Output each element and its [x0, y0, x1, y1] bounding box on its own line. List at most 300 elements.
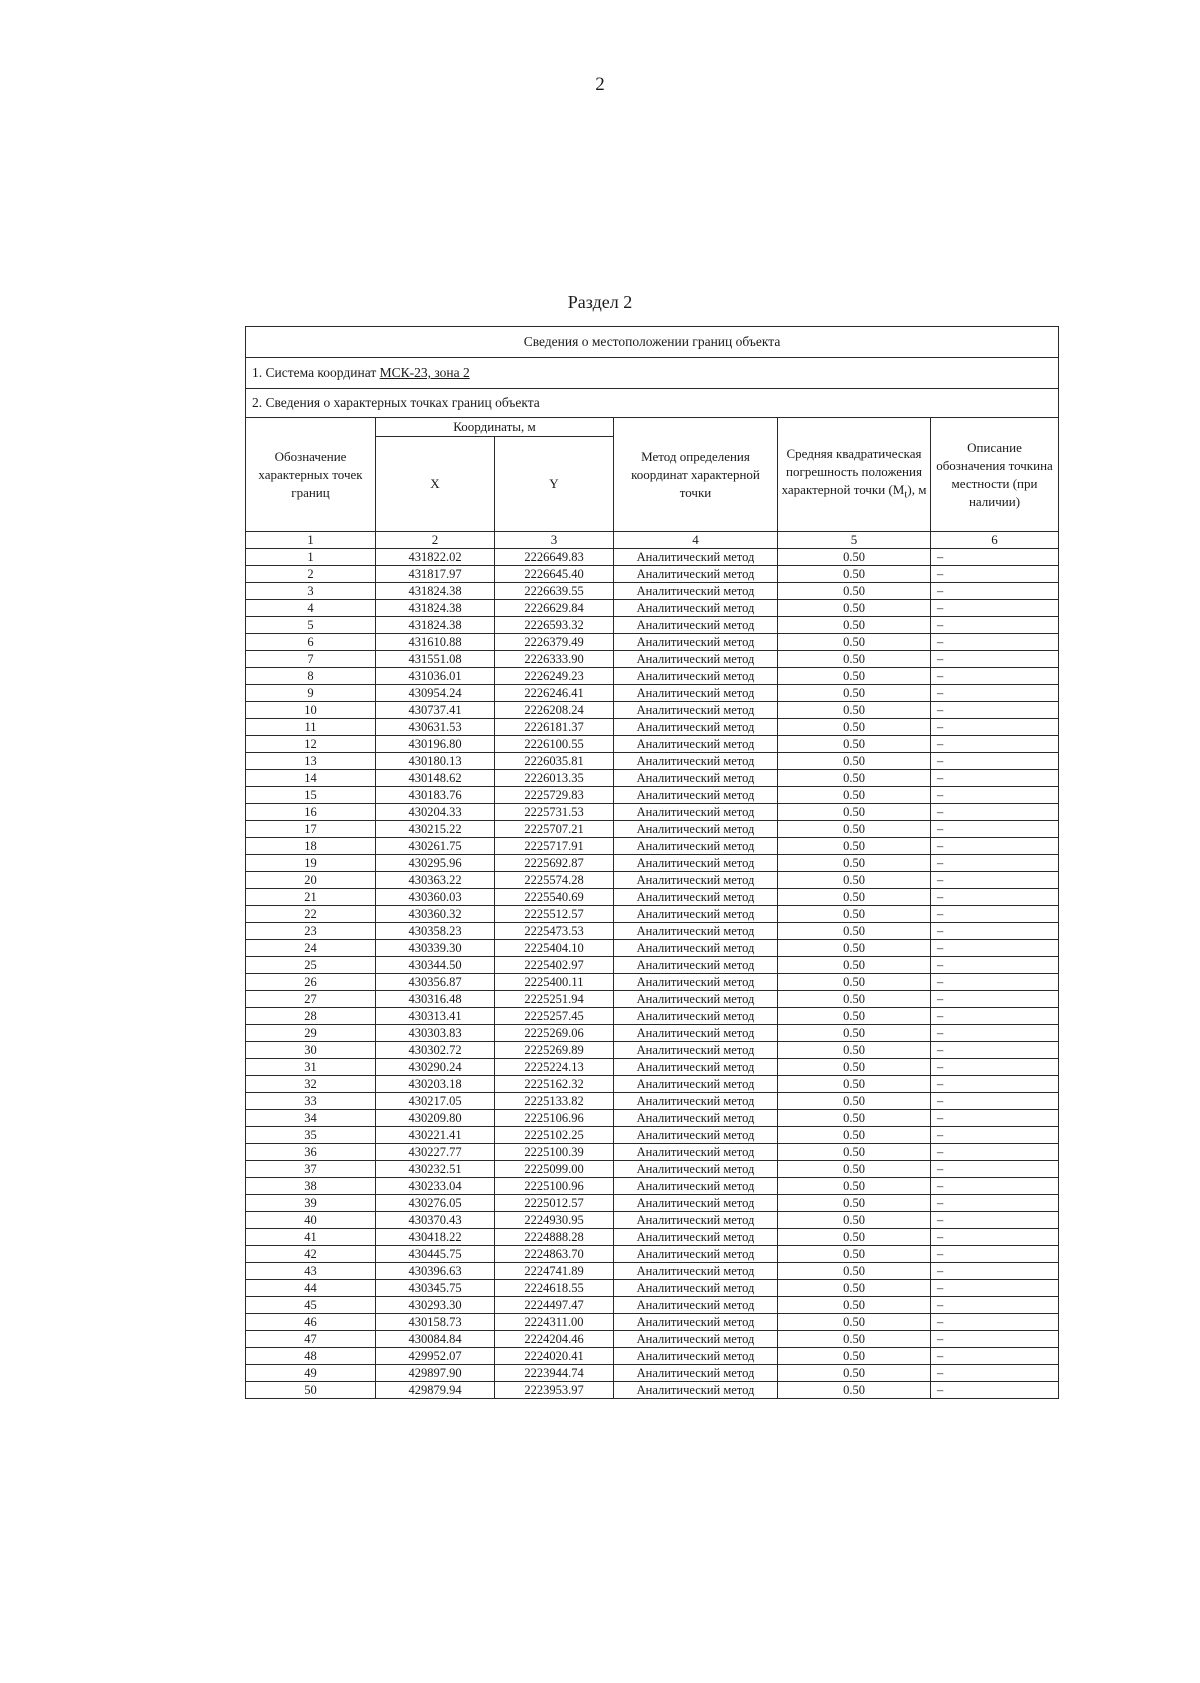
description-cell: – [931, 940, 1059, 957]
header-mean-error [778, 418, 931, 532]
mean-error-cell: 0.50 [778, 1212, 931, 1229]
x-coordinate-cell: 429952.07 [376, 1348, 495, 1365]
table-row [246, 1382, 1059, 1399]
x-coordinate-cell: 430261.75 [376, 838, 495, 855]
table-row [246, 1195, 1059, 1212]
description-cell: – [931, 685, 1059, 702]
x-coordinate-cell: 430204.33 [376, 804, 495, 821]
mean-error-cell: 0.50 [778, 1161, 931, 1178]
description-cell: – [931, 838, 1059, 855]
x-coordinate-cell: 430180.13 [376, 753, 495, 770]
method-cell: Аналитический метод [614, 889, 778, 906]
y-coordinate-cell: 2223953.97 [495, 1382, 614, 1399]
x-coordinate-cell: 430737.41 [376, 702, 495, 719]
table-row [246, 1008, 1059, 1025]
y-coordinate-cell: 2225540.69 [495, 889, 614, 906]
method-cell: Аналитический метод [614, 957, 778, 974]
header-coordinates: Координаты, м [376, 418, 614, 437]
x-coordinate-cell: 431610.88 [376, 634, 495, 651]
point-id-cell: 19 [246, 855, 376, 872]
mean-error-cell: 0.50 [778, 1110, 931, 1127]
method-cell: Аналитический метод [614, 1110, 778, 1127]
table-body [246, 549, 1059, 1399]
y-coordinate-cell: 2224204.46 [495, 1331, 614, 1348]
y-coordinate-cell: 2226181.37 [495, 719, 614, 736]
point-id-cell: 7 [246, 651, 376, 668]
table-row [246, 1110, 1059, 1127]
table-row [246, 617, 1059, 634]
point-id-cell: 28 [246, 1008, 376, 1025]
mean-error-cell: 0.50 [778, 991, 931, 1008]
description-cell: – [931, 1025, 1059, 1042]
section-title: Раздел 2 [567, 292, 633, 312]
y-coordinate-cell: 2225162.32 [495, 1076, 614, 1093]
method-cell: Аналитический метод [614, 1059, 778, 1076]
y-coordinate-cell: 2224497.47 [495, 1297, 614, 1314]
mean-error-cell: 0.50 [778, 600, 931, 617]
x-coordinate-cell: 430356.87 [376, 974, 495, 991]
mean-error-cell: 0.50 [778, 1263, 931, 1280]
x-coordinate-cell: 430344.50 [376, 957, 495, 974]
y-coordinate-cell: 2225257.45 [495, 1008, 614, 1025]
mean-error-cell: 0.50 [778, 872, 931, 889]
table-row [246, 1212, 1059, 1229]
method-cell: Аналитический метод [614, 753, 778, 770]
y-coordinate-cell: 2225099.00 [495, 1161, 614, 1178]
description-cell: – [931, 1229, 1059, 1246]
method-cell: Аналитический метод [614, 804, 778, 821]
table-row [246, 719, 1059, 736]
header-y: Y [495, 437, 614, 532]
x-coordinate-cell: 430631.53 [376, 719, 495, 736]
y-coordinate-cell: 2225707.21 [495, 821, 614, 838]
description-cell: – [931, 1195, 1059, 1212]
x-coordinate-cell: 430316.48 [376, 991, 495, 1008]
header-method: Метод определения координат характерной точки [614, 418, 778, 532]
x-coordinate-cell: 430303.83 [376, 1025, 495, 1042]
description-cell: – [931, 923, 1059, 940]
mean-error-cell: 0.50 [778, 1042, 931, 1059]
y-coordinate-cell: 2224888.28 [495, 1229, 614, 1246]
description-cell: – [931, 787, 1059, 804]
x-coordinate-cell: 430232.51 [376, 1161, 495, 1178]
x-coordinate-cell: 430158.73 [376, 1314, 495, 1331]
point-id-cell: 27 [246, 991, 376, 1008]
method-cell: Аналитический метод [614, 940, 778, 957]
description-cell: – [931, 1212, 1059, 1229]
description-cell: – [931, 617, 1059, 634]
x-coordinate-cell: 431817.97 [376, 566, 495, 583]
mean-error-cell: 0.50 [778, 804, 931, 821]
table-row [246, 872, 1059, 889]
y-coordinate-cell: 2226593.32 [495, 617, 614, 634]
point-id-cell: 23 [246, 923, 376, 940]
description-cell: – [931, 1042, 1059, 1059]
mean-error-cell: 0.50 [778, 1297, 931, 1314]
table-row [246, 1042, 1059, 1059]
y-coordinate-cell: 2225402.97 [495, 957, 614, 974]
point-id-cell: 11 [246, 719, 376, 736]
x-coordinate-cell: 430290.24 [376, 1059, 495, 1076]
y-coordinate-cell: 2225224.13 [495, 1059, 614, 1076]
x-coordinate-cell: 430233.04 [376, 1178, 495, 1195]
description-cell: – [931, 889, 1059, 906]
table-row [246, 889, 1059, 906]
method-cell: Аналитический метод [614, 651, 778, 668]
point-id-cell: 48 [246, 1348, 376, 1365]
x-coordinate-cell: 430276.05 [376, 1195, 495, 1212]
point-id-cell: 18 [246, 838, 376, 855]
method-cell: Аналитический метод [614, 1127, 778, 1144]
mean-error-cell: 0.50 [778, 1076, 931, 1093]
mean-error-cell: 0.50 [778, 1382, 931, 1399]
table-row [246, 685, 1059, 702]
table-row [246, 1178, 1059, 1195]
table-row [246, 549, 1059, 566]
point-id-cell: 4 [246, 600, 376, 617]
description-cell: – [931, 770, 1059, 787]
mean-error-cell: 0.50 [778, 1246, 931, 1263]
point-id-cell: 44 [246, 1280, 376, 1297]
method-cell: Аналитический метод [614, 821, 778, 838]
point-id-cell: 31 [246, 1059, 376, 1076]
column-number-row [246, 532, 1059, 549]
x-coordinate-cell: 430370.43 [376, 1212, 495, 1229]
point-id-cell: 45 [246, 1297, 376, 1314]
mean-error-cell: 0.50 [778, 1365, 931, 1382]
method-cell: Аналитический метод [614, 1093, 778, 1110]
method-cell: Аналитический метод [614, 770, 778, 787]
point-id-cell: 47 [246, 1331, 376, 1348]
point-id-cell: 9 [246, 685, 376, 702]
table-row [246, 906, 1059, 923]
x-coordinate-cell: 429879.94 [376, 1382, 495, 1399]
mean-error-cell: 0.50 [778, 668, 931, 685]
description-cell: – [931, 1076, 1059, 1093]
y-coordinate-cell: 2225512.57 [495, 906, 614, 923]
mean-error-cell: 0.50 [778, 821, 931, 838]
table-row [246, 1229, 1059, 1246]
mean-error-cell: 0.50 [778, 1348, 931, 1365]
description-cell: – [931, 1331, 1059, 1348]
method-cell: Аналитический метод [614, 702, 778, 719]
x-coordinate-cell: 429897.90 [376, 1365, 495, 1382]
mean-error-cell: 0.50 [778, 1144, 931, 1161]
point-id-cell: 38 [246, 1178, 376, 1195]
description-cell: – [931, 668, 1059, 685]
method-cell: Аналитический метод [614, 1365, 778, 1382]
method-cell: Аналитический метод [614, 787, 778, 804]
table-row [246, 1093, 1059, 1110]
mean-error-cell: 0.50 [778, 855, 931, 872]
method-cell: Аналитический метод [614, 600, 778, 617]
y-coordinate-cell: 2225251.94 [495, 991, 614, 1008]
mean-error-cell: 0.50 [778, 1195, 931, 1212]
method-cell: Аналитический метод [614, 1263, 778, 1280]
x-coordinate-cell: 431551.08 [376, 651, 495, 668]
method-cell: Аналитический метод [614, 549, 778, 566]
y-coordinate-cell: 2225100.96 [495, 1178, 614, 1195]
y-coordinate-cell: 2225404.10 [495, 940, 614, 957]
description-cell: – [931, 583, 1059, 600]
point-id-cell: 34 [246, 1110, 376, 1127]
point-id-cell: 30 [246, 1042, 376, 1059]
point-id-cell: 17 [246, 821, 376, 838]
description-cell: – [931, 855, 1059, 872]
y-coordinate-cell: 2224618.55 [495, 1280, 614, 1297]
table-row [246, 1025, 1059, 1042]
table-row [246, 1161, 1059, 1178]
column-number: 2 [376, 532, 495, 549]
description-cell: – [931, 974, 1059, 991]
x-coordinate-cell: 430418.22 [376, 1229, 495, 1246]
table-row [246, 1263, 1059, 1280]
y-coordinate-cell: 2225473.53 [495, 923, 614, 940]
method-cell: Аналитический метод [614, 668, 778, 685]
x-coordinate-cell: 430227.77 [376, 1144, 495, 1161]
point-id-cell: 13 [246, 753, 376, 770]
x-coordinate-cell: 430302.72 [376, 1042, 495, 1059]
point-id-cell: 37 [246, 1161, 376, 1178]
table-row [246, 957, 1059, 974]
method-cell: Аналитический метод [614, 838, 778, 855]
y-coordinate-cell: 2226629.84 [495, 600, 614, 617]
description-cell: – [931, 991, 1059, 1008]
method-cell: Аналитический метод [614, 634, 778, 651]
y-coordinate-cell: 2224311.00 [495, 1314, 614, 1331]
x-coordinate-cell: 430363.22 [376, 872, 495, 889]
table-row [246, 1246, 1059, 1263]
y-coordinate-cell: 2226246.41 [495, 685, 614, 702]
column-number: 3 [495, 532, 614, 549]
header-description: Описание обозначения точкина местности (при наличии) [931, 418, 1059, 532]
points-info-line: 2. Сведения о характерных точках границ объекта [246, 389, 1059, 418]
x-coordinate-cell: 430339.30 [376, 940, 495, 957]
description-cell: – [931, 1246, 1059, 1263]
point-id-cell: 15 [246, 787, 376, 804]
table-row [246, 566, 1059, 583]
table-row [246, 600, 1059, 617]
description-cell: – [931, 821, 1059, 838]
method-cell: Аналитический метод [614, 1008, 778, 1025]
point-id-cell: 36 [246, 1144, 376, 1161]
column-number: 4 [614, 532, 778, 549]
method-cell: Аналитический метод [614, 1076, 778, 1093]
table-row [246, 804, 1059, 821]
description-cell: – [931, 1161, 1059, 1178]
method-cell: Аналитический метод [614, 923, 778, 940]
description-cell: – [931, 702, 1059, 719]
method-cell: Аналитический метод [614, 1212, 778, 1229]
y-coordinate-cell: 2225100.39 [495, 1144, 614, 1161]
y-coordinate-cell: 2224930.95 [495, 1212, 614, 1229]
table-row [246, 838, 1059, 855]
method-cell: Аналитический метод [614, 1178, 778, 1195]
description-cell: – [931, 753, 1059, 770]
mean-error-cell: 0.50 [778, 1127, 931, 1144]
mean-error-cell: 0.50 [778, 940, 931, 957]
point-id-cell: 29 [246, 1025, 376, 1042]
description-cell: – [931, 1110, 1059, 1127]
mean-error-cell: 0.50 [778, 1314, 931, 1331]
table-row [246, 583, 1059, 600]
x-coordinate-cell: 430313.41 [376, 1008, 495, 1025]
description-cell: – [931, 1059, 1059, 1076]
description-cell: – [931, 651, 1059, 668]
point-id-cell: 49 [246, 1365, 376, 1382]
mean-error-cell: 0.50 [778, 838, 931, 855]
y-coordinate-cell: 2226035.81 [495, 753, 614, 770]
mean-error-cell: 0.50 [778, 736, 931, 753]
table-row [246, 1076, 1059, 1093]
method-cell: Аналитический метод [614, 872, 778, 889]
method-cell: Аналитический метод [614, 1161, 778, 1178]
x-coordinate-cell: 430084.84 [376, 1331, 495, 1348]
mean-error-cell: 0.50 [778, 906, 931, 923]
x-coordinate-cell: 430148.62 [376, 770, 495, 787]
x-coordinate-cell: 430215.22 [376, 821, 495, 838]
point-id-cell: 16 [246, 804, 376, 821]
table-row [246, 770, 1059, 787]
mean-error-cell: 0.50 [778, 651, 931, 668]
description-cell: – [931, 736, 1059, 753]
header-mean-error-subscript: t [904, 488, 908, 501]
table-row [246, 1280, 1059, 1297]
y-coordinate-cell: 2224741.89 [495, 1263, 614, 1280]
y-coordinate-cell: 2223944.74 [495, 1365, 614, 1382]
description-cell: – [931, 719, 1059, 736]
description-cell: – [931, 872, 1059, 889]
y-coordinate-cell: 2225269.06 [495, 1025, 614, 1042]
description-cell: – [931, 1178, 1059, 1195]
method-cell: Аналитический метод [614, 685, 778, 702]
method-cell: Аналитический метод [614, 1348, 778, 1365]
method-cell: Аналитический метод [614, 906, 778, 923]
method-cell: Аналитический метод [614, 855, 778, 872]
table-row [246, 702, 1059, 719]
point-id-cell: 33 [246, 1093, 376, 1110]
x-coordinate-cell: 431822.02 [376, 549, 495, 566]
table-row [246, 651, 1059, 668]
description-cell: – [931, 1348, 1059, 1365]
mean-error-cell: 0.50 [778, 1008, 931, 1025]
method-cell: Аналитический метод [614, 566, 778, 583]
x-coordinate-cell: 431824.38 [376, 583, 495, 600]
mean-error-cell: 0.50 [778, 889, 931, 906]
point-id-cell: 39 [246, 1195, 376, 1212]
description-cell: – [931, 600, 1059, 617]
method-cell: Аналитический метод [614, 1195, 778, 1212]
y-coordinate-cell: 2225012.57 [495, 1195, 614, 1212]
point-id-cell: 25 [246, 957, 376, 974]
coordinate-system-line [246, 358, 1059, 389]
mean-error-cell: 0.50 [778, 974, 931, 991]
method-cell: Аналитический метод [614, 583, 778, 600]
point-id-cell: 24 [246, 940, 376, 957]
mean-error-cell: 0.50 [778, 770, 931, 787]
y-coordinate-cell: 2225269.89 [495, 1042, 614, 1059]
point-id-cell: 6 [246, 634, 376, 651]
table-row [246, 1059, 1059, 1076]
y-coordinate-cell: 2226208.24 [495, 702, 614, 719]
table-row [246, 1365, 1059, 1382]
point-id-cell: 2 [246, 566, 376, 583]
table-caption: Сведения о местоположении границ объекта [246, 327, 1059, 358]
table-row [246, 634, 1059, 651]
mean-error-cell: 0.50 [778, 1059, 931, 1076]
method-cell: Аналитический метод [614, 991, 778, 1008]
method-cell: Аналитический метод [614, 1331, 778, 1348]
page-number: 2 [595, 74, 605, 95]
point-id-cell: 42 [246, 1246, 376, 1263]
column-number: 1 [246, 532, 376, 549]
x-coordinate-cell: 430345.75 [376, 1280, 495, 1297]
point-id-cell: 8 [246, 668, 376, 685]
x-coordinate-cell: 430209.80 [376, 1110, 495, 1127]
y-coordinate-cell: 2226249.23 [495, 668, 614, 685]
y-coordinate-cell: 2226379.49 [495, 634, 614, 651]
x-coordinate-cell: 431824.38 [376, 617, 495, 634]
description-cell: – [931, 957, 1059, 974]
y-coordinate-cell: 2225717.91 [495, 838, 614, 855]
method-cell: Аналитический метод [614, 1314, 778, 1331]
method-cell: Аналитический метод [614, 1280, 778, 1297]
x-coordinate-cell: 430445.75 [376, 1246, 495, 1263]
x-coordinate-cell: 431824.38 [376, 600, 495, 617]
description-cell: – [931, 1365, 1059, 1382]
mean-error-cell: 0.50 [778, 566, 931, 583]
y-coordinate-cell: 2225133.82 [495, 1093, 614, 1110]
point-id-cell: 21 [246, 889, 376, 906]
table-row [246, 1127, 1059, 1144]
x-coordinate-cell: 431036.01 [376, 668, 495, 685]
x-coordinate-cell: 430954.24 [376, 685, 495, 702]
mean-error-cell: 0.50 [778, 1229, 931, 1246]
x-coordinate-cell: 430203.18 [376, 1076, 495, 1093]
description-cell: – [931, 1297, 1059, 1314]
description-cell: – [931, 1280, 1059, 1297]
point-id-cell: 22 [246, 906, 376, 923]
x-coordinate-cell: 430295.96 [376, 855, 495, 872]
column-number: 6 [931, 532, 1059, 549]
y-coordinate-cell: 2225692.87 [495, 855, 614, 872]
x-coordinate-cell: 430221.41 [376, 1127, 495, 1144]
y-coordinate-cell: 2226649.83 [495, 549, 614, 566]
table-row [246, 991, 1059, 1008]
boundary-points-table [245, 326, 1059, 1399]
method-cell: Аналитический метод [614, 1229, 778, 1246]
y-coordinate-cell: 2224863.70 [495, 1246, 614, 1263]
table-row [246, 821, 1059, 838]
table-row [246, 668, 1059, 685]
description-cell: – [931, 1263, 1059, 1280]
point-id-cell: 50 [246, 1382, 376, 1399]
mean-error-cell: 0.50 [778, 1093, 931, 1110]
point-id-cell: 26 [246, 974, 376, 991]
point-id-cell: 32 [246, 1076, 376, 1093]
table-row [246, 736, 1059, 753]
mean-error-cell: 0.50 [778, 957, 931, 974]
mean-error-cell: 0.50 [778, 1280, 931, 1297]
header-x: X [376, 437, 495, 532]
mean-error-cell: 0.50 [778, 787, 931, 804]
point-id-cell: 5 [246, 617, 376, 634]
header-point-designation: Обозначение характерных точек границ [246, 418, 376, 532]
mean-error-cell: 0.50 [778, 634, 931, 651]
description-cell: – [931, 634, 1059, 651]
mean-error-cell: 0.50 [778, 1178, 931, 1195]
mean-error-cell: 0.50 [778, 685, 931, 702]
